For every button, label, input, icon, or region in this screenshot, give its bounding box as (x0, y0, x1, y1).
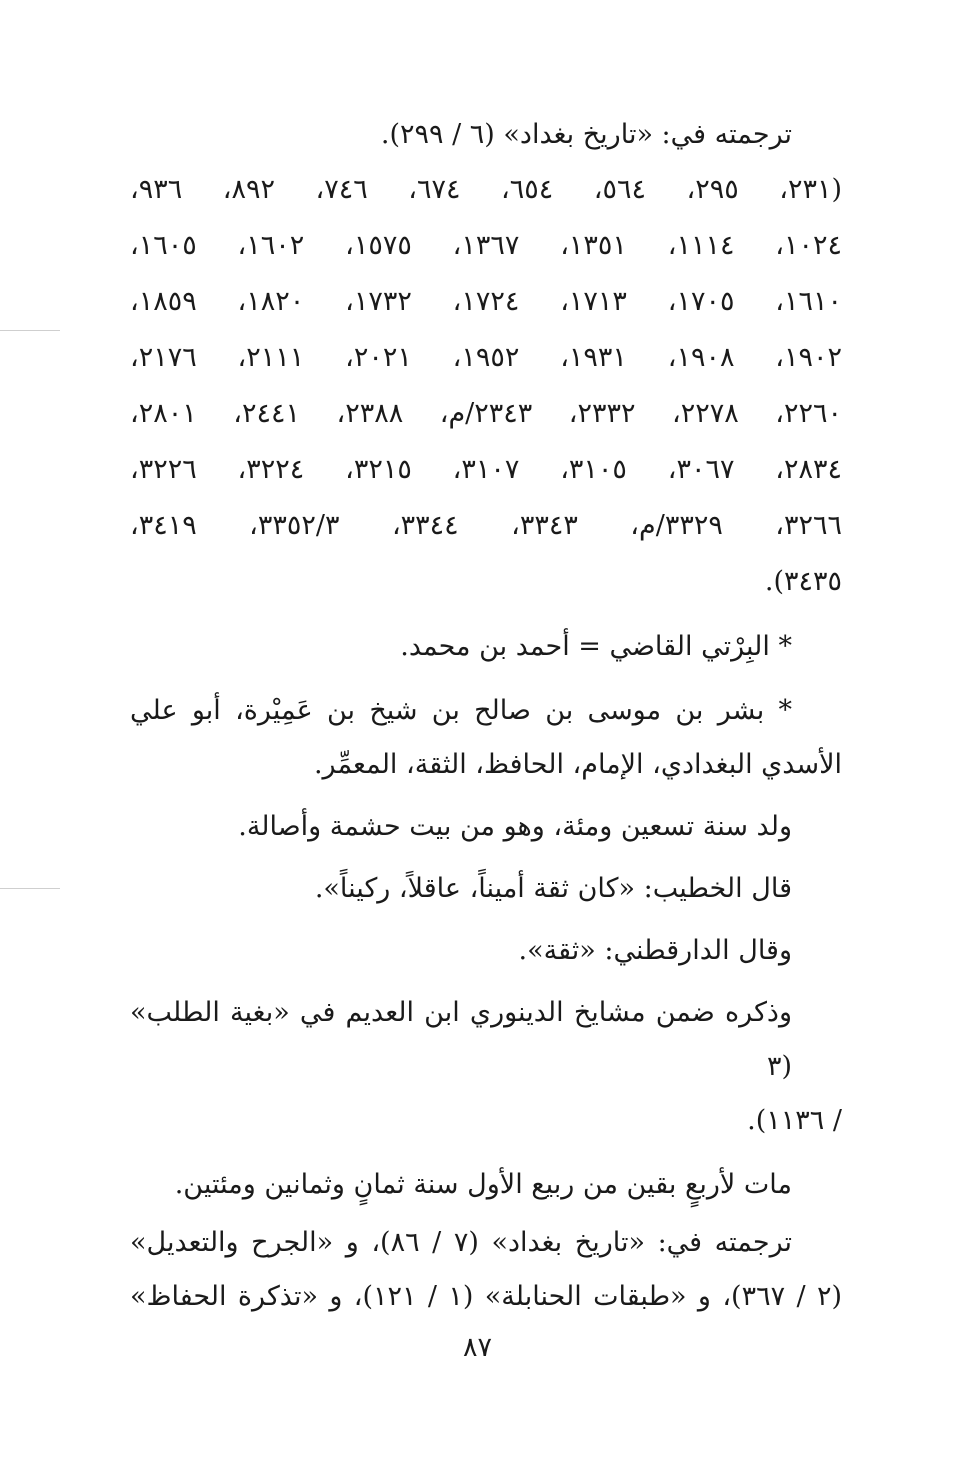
ibn-adim-paragraph: وذكره ضمن مشايخ الدينوري ابن العديم في «بغية الطلب» (٣ (130, 997, 792, 1082)
death-paragraph: مات لأربعٍ بقين من ربيع الأول سنة ثمانٍ وثمانين ومئتين. (174, 1169, 792, 1200)
number-row: ٣٢٦٦، ٣٣٢٩/م، ٣٣٤٣، ٣٣٤٤، ٣٣٥٢/٣، ٣٤١٩، (130, 510, 842, 541)
sources-paragraph-continued: (٢ / ٣٦٧)، و «طبقات الحنابلة» (١ / ١٢١)، و «تذكرة الحفاظ» (130, 1281, 842, 1312)
number-row-last: ٣٤٣٥). (764, 566, 842, 597)
biography-entry (130, 684, 842, 1324)
margin-mark (0, 330, 60, 331)
sources-paragraph: ترجمته في: «تاريخ بغداد» (٧ / ٨٦)، و «الجرح والتعديل» (130, 1227, 792, 1258)
khatib-quote: قال الخطيب: «كان ثقة أميناً، عاقلاً، ركيناً». (314, 873, 792, 904)
number-row: ٢٨٣٤، ٣٠٦٧، ٣١٠٥، ٣١٠٧، ٣٢١٥، ٣٢٢٤، ٣٢٢٦، (130, 454, 843, 485)
source-line: ترجمته في: «تاريخ بغداد» (٦ / ٢٩٩). (380, 119, 792, 150)
margin-mark (0, 888, 60, 889)
daraqutni-quote: وقال الدارقطني: «ثقة». (518, 935, 792, 966)
entry-heading-continued: الأسدي البغدادي، الإمام، الحافظ، الثقة، المعمِّر. (313, 749, 842, 780)
number-row: ١٠٢٤، ١١١٤، ١٣٥١، ١٣٦٧، ١٥٧٥، ١٦٠٢، ١٦٠٥، (130, 230, 843, 261)
cross-reference-entry: * البِرْتي القاضي = أحمد بن محمد. (400, 631, 792, 662)
number-row: (٢٣١، ٢٩٥، ٥٦٤، ٦٥٤، ٦٧٤، ٧٤٦، ٨٩٢، ٩٣٦، (130, 174, 843, 205)
number-row: ٢٢٦٠، ٢٢٧٨، ٢٣٣٢، ٢٣٤٣/م، ٢٣٨٨، ٢٤٤١، ٢٨٠١، (130, 398, 843, 429)
ibn-adim-paragraph-continued: / ١١٣٦). (747, 1105, 842, 1136)
page-number: ٨٧ (462, 1332, 492, 1363)
number-row: ١٩٠٢، ١٩٠٨، ١٩٣١، ١٩٥٢، ٢٠٢١، ٢١١١، ٢١٧٦، (130, 342, 843, 373)
entry-heading: * بشر بن موسى بن صالح بن شيخ بن عَمِيْرة، أبو علي (130, 695, 792, 726)
birth-paragraph: ولد سنة تسعين ومئة، وهو من بيت حشمة وأصالة. (238, 811, 792, 842)
number-row: ١٦١٠، ١٧٠٥، ١٧١٣، ١٧٢٤، ١٧٣٢، ١٨٢٠، ١٨٥٩، (130, 286, 843, 317)
cross-reference-numbers (130, 162, 842, 610)
text-column (130, 108, 842, 1324)
